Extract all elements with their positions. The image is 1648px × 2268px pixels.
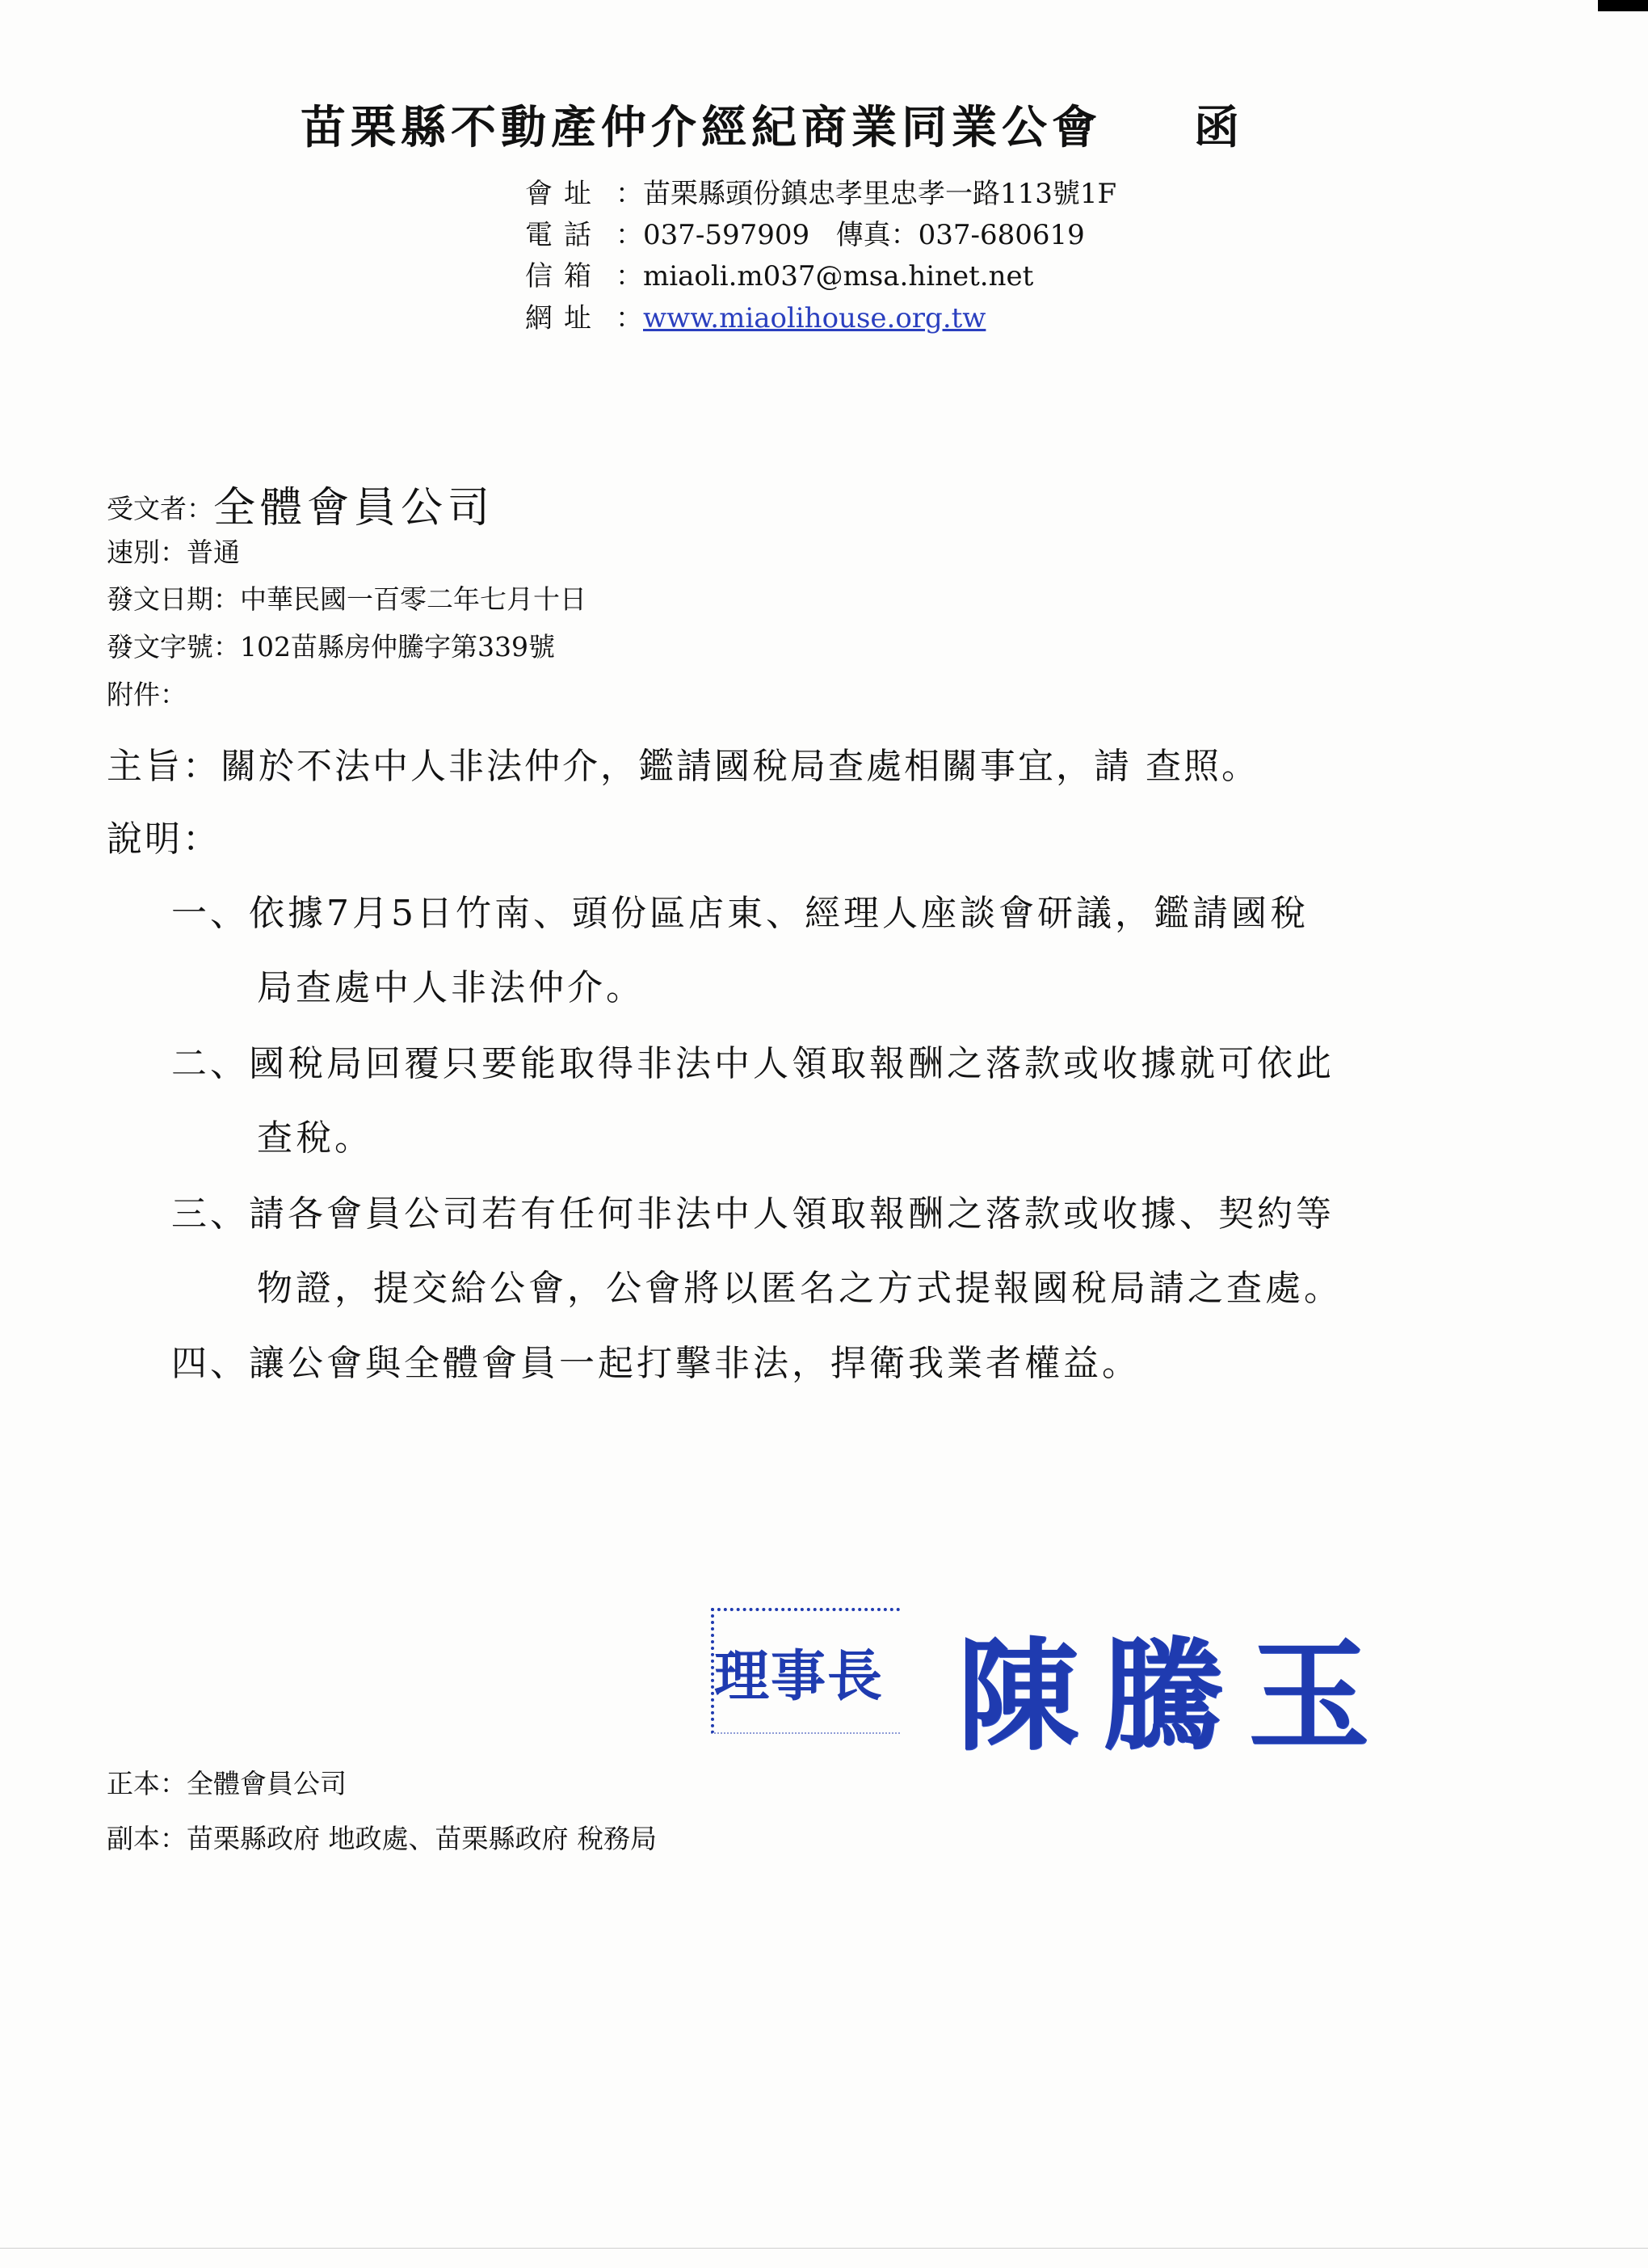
explanation-item-1-line-2: 局查處中人非法仲介。 xyxy=(257,967,645,1008)
contact-address: 會址 ：苗栗縣頭份鎮忠孝里忠孝一路113號1F xyxy=(525,171,1116,211)
contact-website: 網址 ：www.miaolihouse.org.tw xyxy=(525,296,986,335)
document-type: 函 xyxy=(1194,101,1239,154)
phone-label: 電話 xyxy=(525,219,603,251)
copy-value: 苗栗縣政府 地政處、苗栗縣政府 稅務局 xyxy=(187,1823,657,1854)
organization-title: 苗栗縣不動產仲介經紀商業同業公會 xyxy=(301,101,1102,154)
explanation-item-3-line-1: 三、請各會員公司若有任何非法中人領取報酬之落款或收據、契約等 xyxy=(171,1193,1335,1235)
number-value: 102苗縣房仲騰字第339號 xyxy=(240,631,555,663)
attachment-line xyxy=(107,674,187,712)
original-recipient-line xyxy=(107,1763,347,1801)
original-value: 全體會員公司 xyxy=(187,1768,347,1799)
attachment-label: 附件： xyxy=(107,679,187,710)
recipient-value: 全體會員公司 xyxy=(213,484,495,532)
fax-label: 傳真 xyxy=(835,219,891,251)
email-label: 信箱 xyxy=(525,260,603,292)
subject-label: 主旨： xyxy=(107,746,221,787)
address-value: 苗栗縣頭份鎮忠孝里忠孝一路113號1F xyxy=(643,178,1117,210)
date-label: 發文日期： xyxy=(107,583,240,615)
speed-label: 速別： xyxy=(107,536,187,568)
date-value: 中華民國一百零二年七月十日 xyxy=(240,583,586,615)
scan-edge-mark xyxy=(1598,0,1648,11)
speed-line xyxy=(107,532,240,570)
explanation-item-3-line-2: 物證，提交給公會，公會將以匿名之方式提報國稅局請之查處。 xyxy=(257,1268,1343,1309)
explanation-item-2-line-1: 二、國稅局回覆只要能取得非法中人領取報酬之落款或收據就可依此 xyxy=(171,1043,1335,1084)
address-label: 會址 xyxy=(525,178,603,210)
contact-phone: 電話 ：037-597909 傳真：037-680619 xyxy=(525,212,1085,252)
chairman-name-stamp: 陳騰玉 xyxy=(957,1625,1394,1767)
recipient-label: 受文者： xyxy=(107,493,213,524)
phone-value: 037-597909 xyxy=(643,219,810,251)
website-label: 網址 xyxy=(525,302,603,335)
fax-value: 037-680619 xyxy=(918,219,1085,251)
explanation-item-4-line-1: 四、讓公會與全體會員一起打擊非法，捍衛我業者權益。 xyxy=(171,1343,1141,1384)
number-label: 發文字號： xyxy=(107,631,240,663)
copy-label: 副本： xyxy=(107,1823,187,1854)
contact-email: 信箱 ：miaoli.m037@msa.hinet.net xyxy=(525,254,1033,293)
original-label: 正本： xyxy=(107,1768,187,1799)
scan-bottom-divider xyxy=(0,2248,1648,2249)
subject-text: 關於不法中人非法仲介，鑑請國稅局查處相關事宜，請 查照。 xyxy=(221,746,1259,787)
date-line xyxy=(107,579,586,616)
explanation-item-2-line-2: 查稅。 xyxy=(257,1117,373,1159)
explanation-heading: 說明： xyxy=(107,818,221,860)
chairman-stamp: 理事長 xyxy=(711,1608,900,1734)
explanation-item-1-line-1: 一、依據7月5日竹南、頭份區店東、經理人座談會研議，鑑請國稅 xyxy=(171,893,1309,934)
website-link[interactable]: www.miaolihouse.org.tw xyxy=(643,302,986,335)
copy-recipient-line xyxy=(107,1818,657,1856)
recipient-line xyxy=(107,473,494,534)
speed-value: 普通 xyxy=(187,536,240,568)
number-line xyxy=(107,626,555,664)
email-value: miaoli.m037@msa.hinet.net xyxy=(643,260,1034,292)
subject-line xyxy=(107,737,1259,789)
